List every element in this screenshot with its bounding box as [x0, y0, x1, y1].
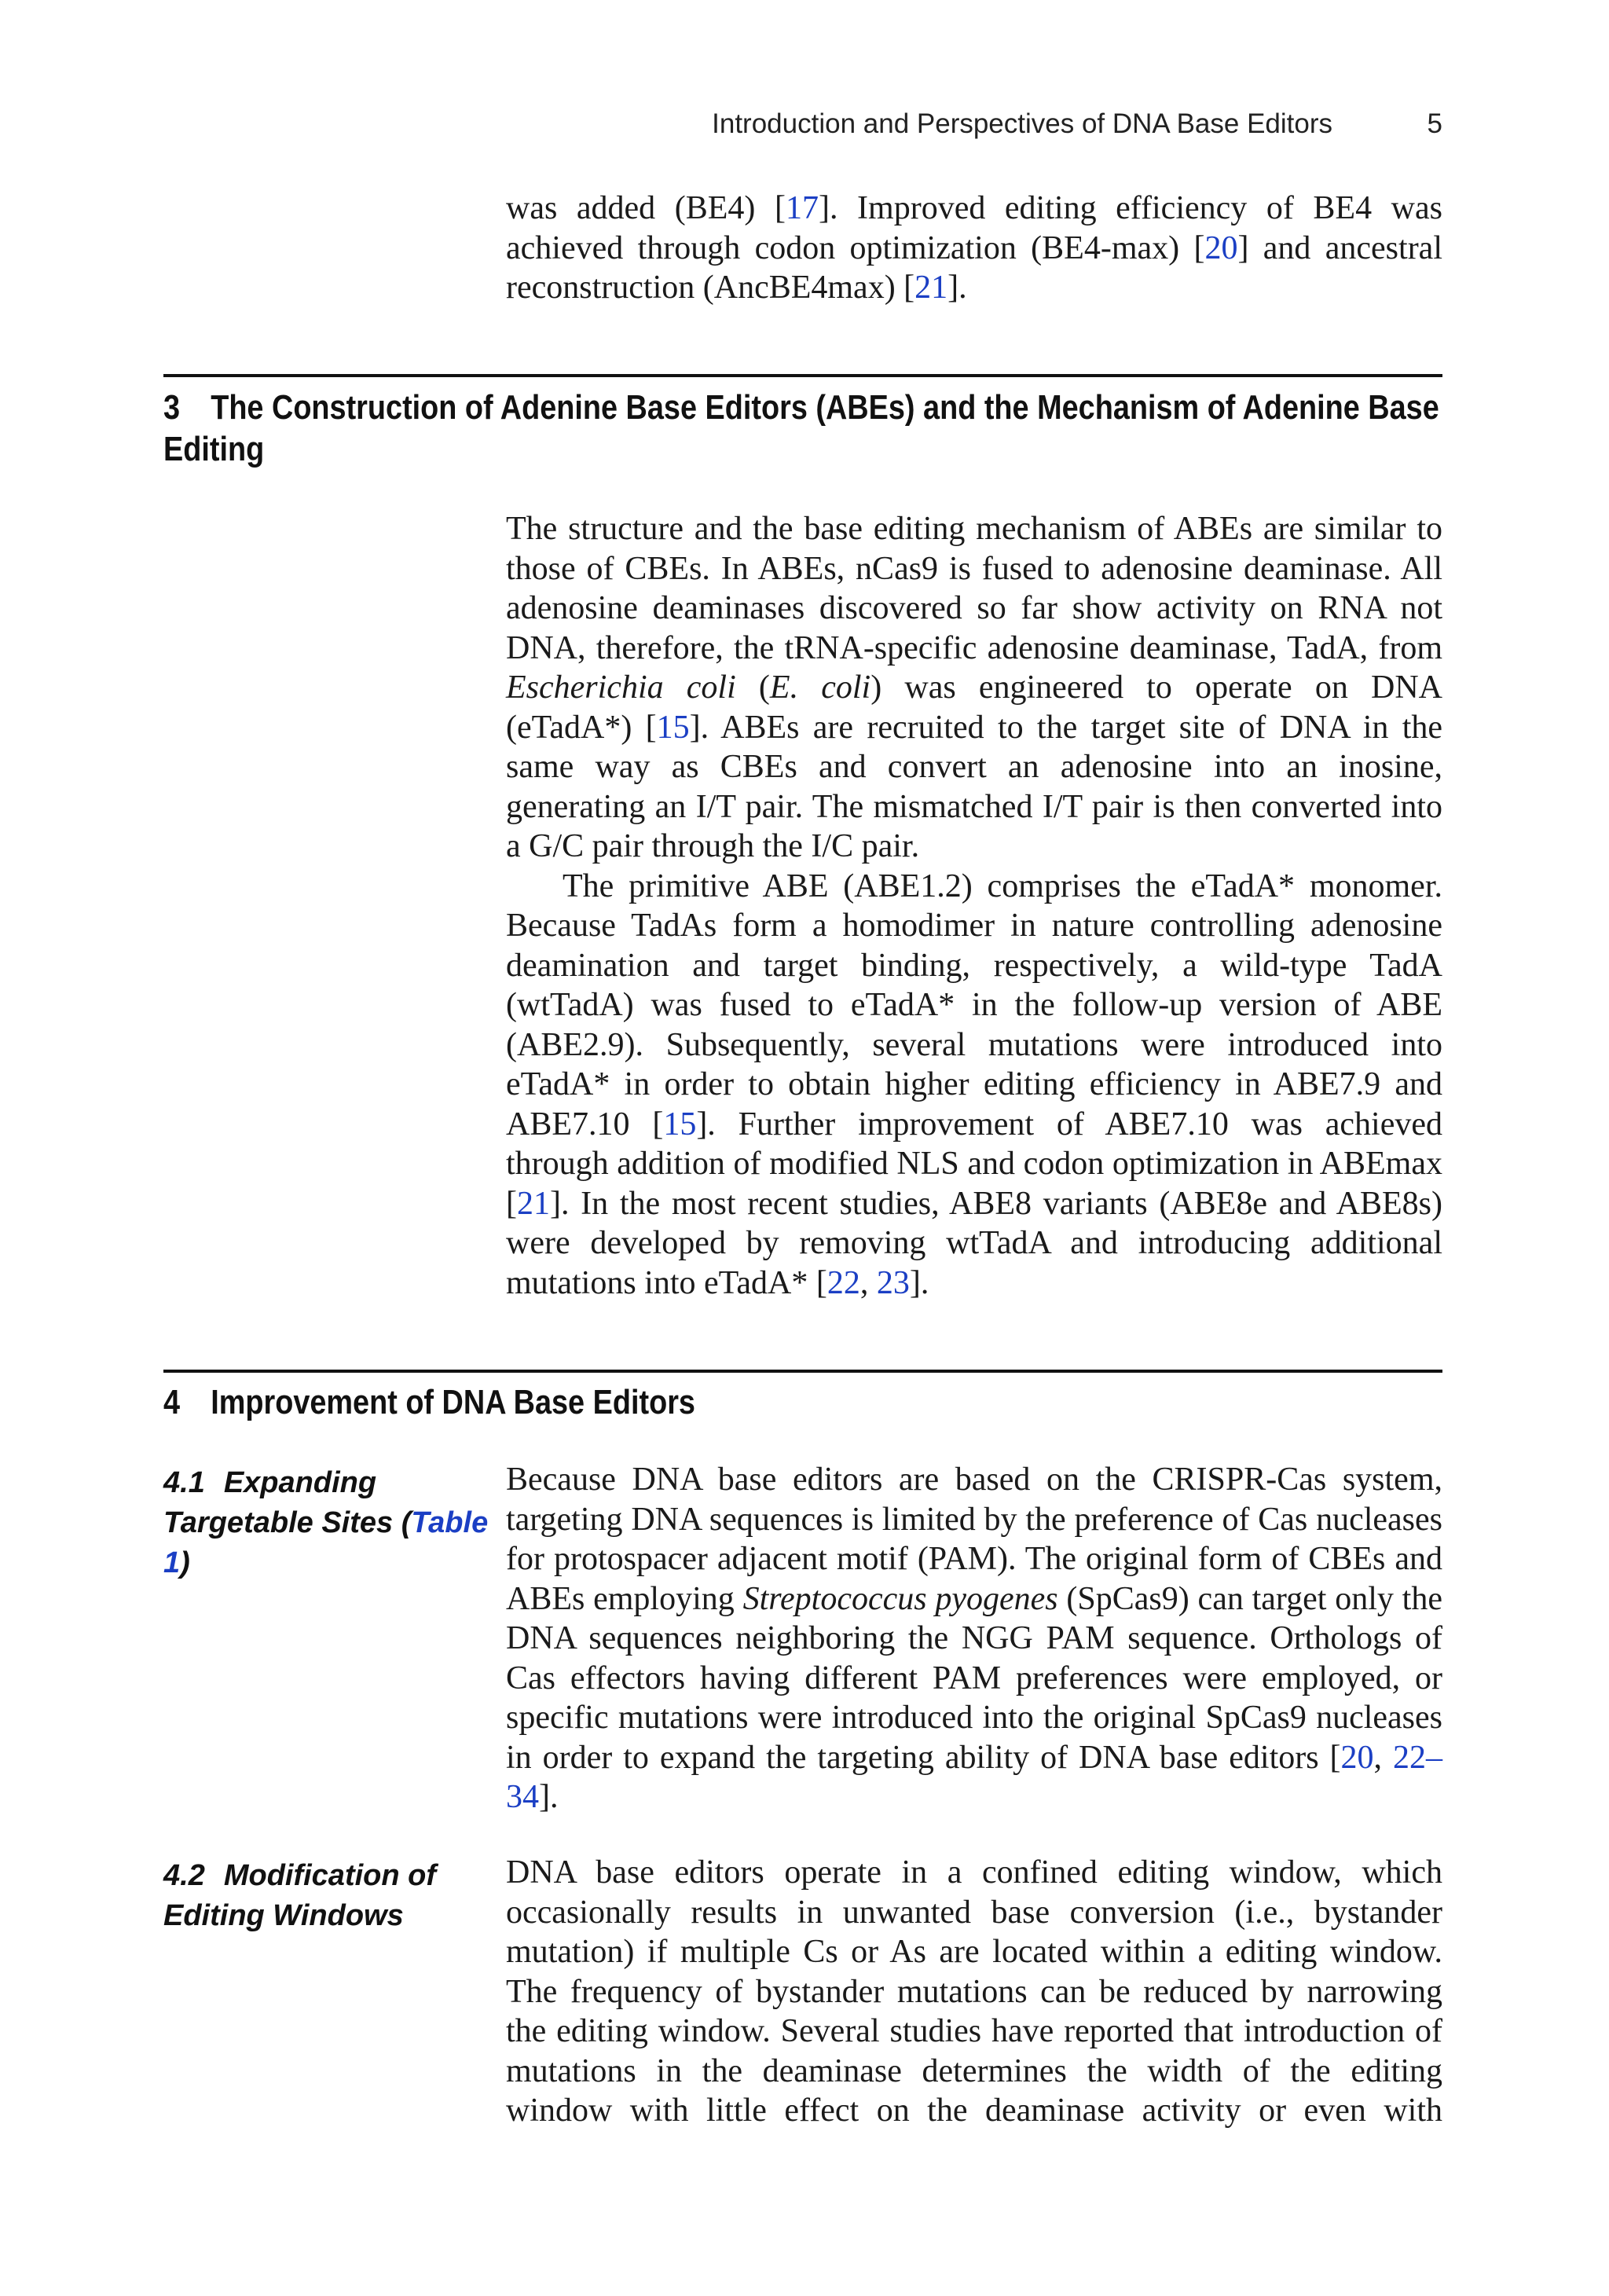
section-number: 3	[163, 388, 181, 427]
section-title: The Construction of Adenine Base Editors (ABEs) and the Mechanism of Adenine Base Editing	[163, 388, 1439, 468]
section-3-body	[506, 509, 1442, 1303]
section-4-heading	[163, 1381, 1263, 1423]
section-3-heading	[163, 387, 1442, 470]
citation-link[interactable]: 21	[914, 270, 948, 306]
paragraph: Because DNA base editors are based on the CRISPR-Cas system, targeting DNA sequences is limited by the preference of Cas nucleases for protospacer adjacent motif (PAM). The original form of CBEs and ABEs employing Streptococcus pyogenes (SpCas9) can target only the DNA sequences neighboring the NGG PAM sequence. Orthologs of Cas effectors having different PAM preferences were employed, or specific mutations were introduced into the original SpCas9 nucleases in order to expand the targeting ability of DNA base editors [20, 22–34].	[506, 1462, 1443, 1815]
species-abbrev: E. coli	[769, 669, 871, 706]
paragraph: The primitive ABE (ABE1.2) comprises the eTadA* monomer. Because TadAs form a homodimer in nature controlling adenosine deamination and target binding, respectively, a wild-type TadA (wtTadA) was fused to eTadA* in the follow-up version of ABE (ABE2.9). Subsequently, several mutations were introduced into eTadA* in order to obtain higher editing efficiency in ABE7.9 and ABE7.10 [15]. Further improvement of ABE7.10 was achieved through addition of modified NLS and codon optimization in ABEmax [21]. In the most recent studies, ABE8 variants (ABE8e and ABE8s) were developed by removing wtTadA and introducing additional mutations into eTadA* [22, 23].	[506, 867, 1442, 1301]
citation-link[interactable]: 22–34	[506, 1739, 1443, 1815]
running-head	[676, 108, 1442, 148]
species-name: Streptococcus pyogenes	[742, 1580, 1058, 1617]
citation-link[interactable]: 15	[656, 709, 690, 746]
subsection-4-2-body	[506, 1853, 1442, 2131]
intro-continuation-paragraph: was added (BE4) [17]. Improved editing efficiency of BE4 was achieved through codon optimization (BE4-max) [20] and ancestral reconstruction (AncBE4max) [21].	[506, 190, 1442, 306]
subsection-4-1-body	[506, 1460, 1442, 1817]
subsection-number: 4.1	[163, 1466, 205, 1499]
citation-link[interactable]: 23	[876, 1264, 910, 1301]
running-title: Introduction and Perspectives of DNA Base Editors	[712, 108, 1332, 139]
table-link[interactable]: Table 1	[163, 1506, 489, 1579]
section-number: 4	[163, 1383, 181, 1421]
page-number: 5	[1427, 108, 1442, 139]
citation-link[interactable]: 22	[826, 1264, 860, 1301]
subsection-number: 4.2	[163, 1859, 205, 1892]
citation-link[interactable]: 17	[785, 190, 819, 226]
citation-link[interactable]: 20	[1340, 1739, 1374, 1776]
subsection-4-1-heading: 4.1 Expanding Targetable Sites (Table 1)	[163, 1466, 489, 1579]
section-rule	[163, 374, 1442, 377]
subsection-4-2-heading	[163, 1856, 493, 1936]
section-rule	[163, 1370, 1442, 1373]
citation-link[interactable]: 21	[517, 1185, 550, 1222]
paragraph: DNA base editors operate in a confined editing window, which occasionally results in unwanted base conversion (i.e., bystander mutation) if multiple Cs or As are located within a editing window. The frequency of bystander mutations can be reduced by narrowing the editing window. Several studies have reported that introduction of mutations in the deaminase determines the width of the editing window with little effect on the deaminase activity or even with	[506, 1854, 1442, 2129]
citation-link[interactable]: 15	[663, 1106, 697, 1142]
section-title: Improvement of DNA Base Editors	[211, 1383, 695, 1421]
subsection-title: Modification of Editing Windows	[163, 1859, 437, 1932]
species-name: Escherichia coli	[506, 669, 736, 706]
citation-link[interactable]: 20	[1204, 229, 1238, 266]
paragraph: The structure and the base editing mechanism of ABEs are similar to those of CBEs. In ABEs, nCas9 is fused to adenosine deaminase. All adenosine deaminases discovered so far show activity on RNA not DNA, therefore, the tRNA-specific adenosine deaminase, TadA, from Escherichia coli (E. coli) was engineered to operate on DNA (eTadA*) [15]. ABEs are recruited to the target site of DNA in the same way as CBEs and convert an adenosine into an inosine, generating an I/T pair. The mismatched I/T pair is then converted into a G/C pair through the I/C pair.	[506, 511, 1443, 864]
